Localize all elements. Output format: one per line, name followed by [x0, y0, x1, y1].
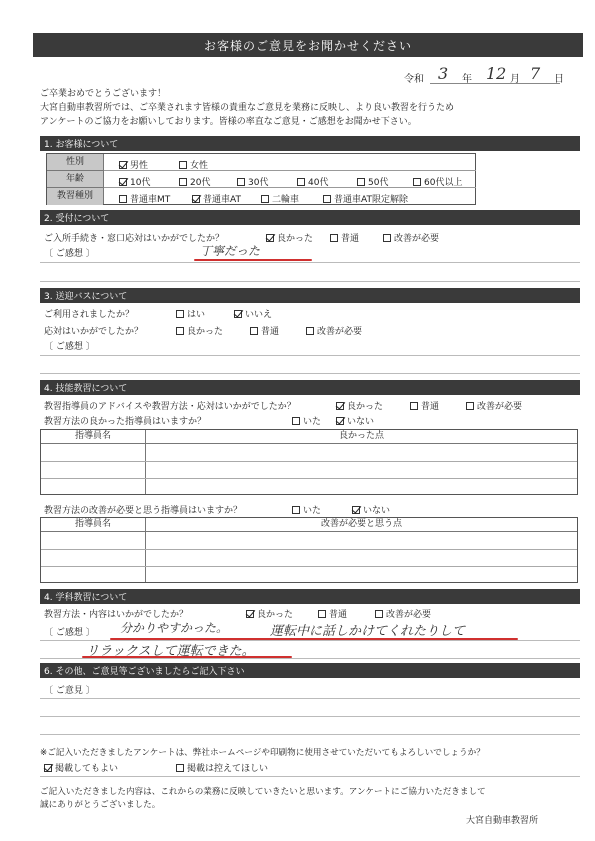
bus-no-option[interactable] [234, 307, 272, 320]
good-instructor-yes-label: いた [303, 417, 322, 427]
reception-comment-label: 〔 ご感想 〕 [44, 249, 95, 259]
lecture-improve-option[interactable] [375, 607, 431, 620]
gender-female-option[interactable] [179, 158, 208, 171]
checkbox-icon [261, 195, 269, 203]
checkbox-icon [292, 506, 300, 514]
reception-good-label: 良かった [277, 234, 314, 244]
age-40s-label: 40代 [308, 178, 329, 188]
reception-improve-label: 改善が必要 [394, 234, 440, 244]
checkbox-checked-icon [119, 178, 127, 186]
lecture-good-label: 良かった [257, 610, 294, 620]
bus-no-label: いいえ [245, 310, 273, 320]
gender-male-label: 男性 [130, 161, 149, 171]
skill-improve-label: 改善が必要 [477, 402, 523, 412]
bus-yes-option[interactable] [176, 307, 205, 320]
section-6-header: 6. その他、ご意見等ございましたらご記入下さい [40, 663, 580, 678]
lecture-comment-label: 〔 ご感想 〕 [44, 628, 95, 638]
improve-instructor-no-label: いない [363, 506, 391, 516]
checkbox-checked-icon [266, 234, 274, 242]
section-3-header: 3. 送迎バスについて [40, 288, 580, 303]
age-50s-label: 50代 [368, 178, 389, 188]
checkbox-icon [292, 417, 300, 425]
gender-female-label: 女性 [190, 161, 209, 171]
checkbox-icon [306, 327, 314, 335]
lecture-improve-label: 改善が必要 [386, 610, 432, 620]
form-title: お客様のご意見をお聞かせください [33, 33, 583, 57]
checkbox-icon [357, 178, 365, 186]
lecture-comment-1[interactable]: 分かりやすかった。 [120, 621, 229, 635]
good-instructor-question: 教習方法の良かった指導員はいますか？ [44, 417, 207, 427]
good-instructor-table [40, 429, 578, 495]
skill-question: 教習指導員のアドバイスや教習方法・応対はいかがでしたか？ [44, 402, 296, 412]
lecture-good-option[interactable] [246, 607, 293, 620]
age-20s-label: 20代 [190, 178, 211, 188]
closing-line-2: 誠にありがとうございました。 [40, 800, 161, 810]
intro-line-1: ご卒業おめでとうございます！ [40, 89, 167, 99]
bus-good-option[interactable] [176, 324, 223, 337]
improve-instructor-no-option[interactable] [352, 503, 390, 516]
type-label: 教習種別 [47, 188, 103, 205]
section-2-header: 2. 受付について [40, 210, 580, 225]
good-table-point-header: 良かった点 [145, 430, 577, 444]
reception-normal-option[interactable] [330, 231, 359, 244]
improve-instructor-yes-label: いた [303, 506, 322, 516]
age-label: 年齢 [47, 171, 103, 188]
opinion-label: 〔 ご意見 〕 [44, 686, 95, 696]
skill-improve-option[interactable] [466, 399, 522, 412]
bus-normal-label: 普通 [261, 327, 280, 337]
lecture-question: 教習方法・内容はいかがでしたか？ [44, 610, 189, 620]
type-at-option[interactable] [192, 192, 241, 205]
closing-line-1: ご記入いただきました内容は、これからの業務に反映していきたいと思います。アンケートにご協力いただきまして [40, 787, 486, 797]
checkbox-checked-icon [192, 195, 200, 203]
age-30s-option[interactable] [237, 175, 268, 188]
type-bike-label: 二輪車 [272, 195, 300, 205]
checkbox-icon [330, 234, 338, 242]
date-month[interactable]: 12 [486, 64, 507, 83]
section-4-header: 4. 技能教習について [40, 380, 580, 395]
customer-table [46, 153, 476, 205]
good-instructor-no-option[interactable] [336, 414, 374, 427]
checkbox-icon [250, 327, 258, 335]
checkbox-icon [179, 161, 187, 169]
gender-male-option[interactable] [119, 158, 148, 171]
lecture-normal-option[interactable] [318, 607, 347, 620]
type-mt-option[interactable] [119, 192, 170, 205]
skill-good-option[interactable] [336, 399, 383, 412]
skill-normal-label: 普通 [421, 402, 440, 412]
skill-normal-option[interactable] [410, 399, 439, 412]
lecture-comment-2[interactable]: 運転中に話しかけてくれたりして [270, 624, 466, 639]
checkbox-checked-icon [246, 610, 254, 618]
publish-ok-label: 掲載してもよい [55, 764, 119, 774]
checkbox-checked-icon [234, 310, 242, 318]
bus-comment-label: 〔 ご感想 〕 [44, 342, 95, 352]
good-instructor-yes-option[interactable] [292, 414, 321, 427]
intro-line-2: 大宮自動車教習所では、ご卒業されます皆様の貴重なご意見を業務に反映し、より良い教習を行うため [40, 103, 455, 113]
intro-line-3: アンケートのご協力をお願いしております。皆様の率直なご意見・ご感想をお聞かせ下さい。 [40, 117, 417, 127]
good-instructor-no-label: いない [347, 417, 375, 427]
date [404, 66, 574, 84]
checkbox-checked-icon [336, 417, 344, 425]
improve-table-point-header: 改善が必要と思う点 [145, 518, 577, 532]
checkbox-checked-icon [336, 402, 344, 410]
age-10s-label: 10代 [130, 178, 151, 188]
checkbox-icon [323, 195, 331, 203]
age-60s-label: 60代以上 [424, 178, 463, 188]
age-30s-label: 30代 [248, 178, 269, 188]
checkbox-checked-icon [119, 161, 127, 169]
checkbox-icon [179, 178, 187, 186]
reception-improve-option[interactable] [383, 231, 439, 244]
checkbox-icon [237, 178, 245, 186]
date-year-unit: 年 [462, 74, 472, 85]
age-50s-option[interactable] [357, 175, 388, 188]
skill-good-label: 良かった [347, 402, 384, 412]
checkbox-checked-icon [44, 764, 52, 772]
bus-yes-label: はい [187, 310, 206, 320]
checkbox-icon [297, 178, 305, 186]
type-at-unlock-option[interactable] [323, 192, 408, 205]
improve-instructor-yes-option[interactable] [292, 503, 321, 516]
checkbox-icon [176, 764, 184, 772]
age-60s-option[interactable] [413, 175, 462, 188]
age-20s-option[interactable] [179, 175, 210, 188]
date-era: 令和 [404, 74, 424, 85]
lecture-normal-label: 普通 [329, 610, 348, 620]
reception-normal-label: 普通 [341, 234, 360, 244]
checkbox-icon [176, 310, 184, 318]
improve-table-name-header: 指導員名 [41, 518, 145, 532]
checkbox-icon [318, 610, 326, 618]
checkbox-checked-icon [352, 506, 360, 514]
checkbox-icon [176, 327, 184, 335]
bus-good-label: 良かった [187, 327, 224, 337]
section-5-header: 4. 学科教習について [40, 589, 580, 604]
improve-instructor-table [40, 517, 578, 583]
publish-ok-option[interactable] [44, 761, 118, 774]
date-day[interactable]: 7 [530, 64, 541, 83]
checkbox-icon [413, 178, 421, 186]
type-at-label: 普通車AT [203, 195, 241, 205]
date-month-unit: 月 [510, 74, 520, 85]
bus-service-question: 応対はいかがでしたか？ [44, 327, 144, 337]
checkbox-icon [375, 610, 383, 618]
publish-question: ※ご記入いただきましたアンケートは、弊社ホームページや印刷物に使用させていただいてもよろしいでしょうか？ [40, 748, 485, 758]
date-day-unit: 日 [554, 74, 564, 85]
publish-no-option[interactable] [176, 761, 268, 774]
age-40s-option[interactable] [297, 175, 328, 188]
bus-improve-option[interactable] [306, 324, 362, 337]
reception-good-option[interactable] [266, 231, 313, 244]
checkbox-icon [410, 402, 418, 410]
good-table-name-header: 指導員名 [41, 430, 145, 444]
age-10s-option[interactable] [119, 175, 150, 188]
lecture-comment-3[interactable]: リラックスして運転できた。 [86, 644, 255, 659]
gender-label: 性別 [47, 154, 103, 171]
checkbox-icon [383, 234, 391, 242]
section-1-header: 1. お客様について [40, 136, 580, 151]
type-bike-option[interactable] [261, 192, 299, 205]
checkbox-icon [119, 195, 127, 203]
checkbox-icon [466, 402, 474, 410]
bus-improve-label: 改善が必要 [317, 327, 363, 337]
organization-name: 大宮自動車教習所 [466, 816, 539, 826]
type-mt-label: 普通車MT [130, 195, 171, 205]
improve-instructor-question: 教習方法の改善が必要と思う指導員はいますか？ [44, 506, 243, 516]
reception-comment[interactable]: 丁寧だった [200, 244, 261, 258]
bus-normal-option[interactable] [250, 324, 279, 337]
reception-question: ご入所手続き・窓口応対はいかがでしたか？ [44, 234, 225, 244]
bus-use-question: ご利用されましたか？ [44, 310, 135, 320]
type-at-unlock-label: 普通車AT限定解除 [334, 195, 408, 205]
date-year[interactable]: 3 [438, 64, 449, 83]
publish-no-label: 掲載は控えてほしい [187, 764, 269, 774]
